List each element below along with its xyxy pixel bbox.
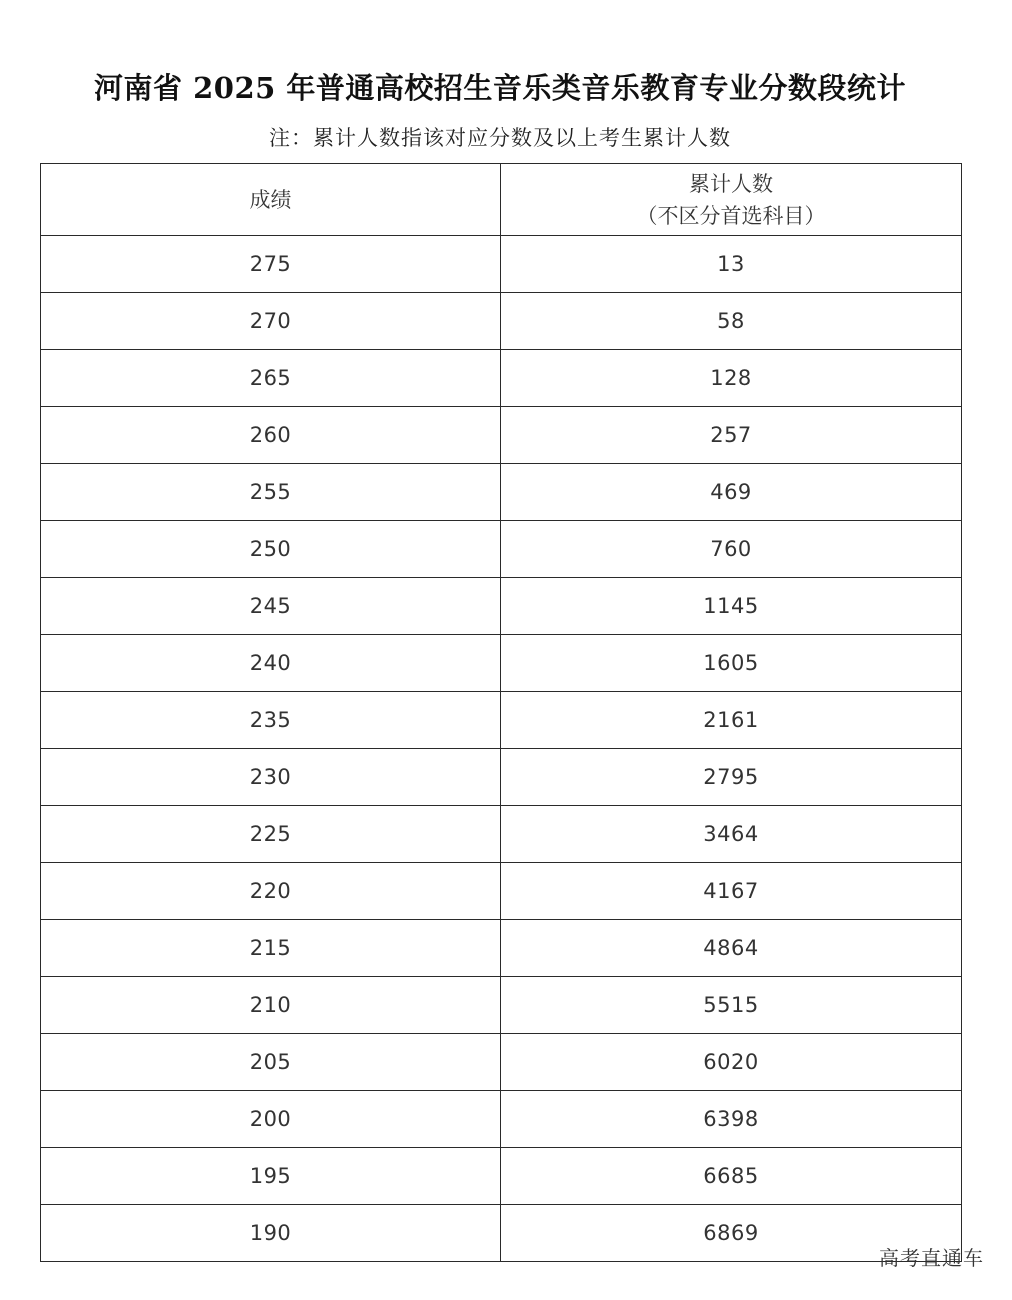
score-cell: 260 (41, 407, 501, 464)
cumulative-count-cell: 760 (501, 521, 962, 578)
table-row (41, 293, 962, 350)
table-row (41, 635, 962, 692)
document-title: 河南省 2025 年普通高校招生音乐类音乐教育专业分数段统计 (94, 71, 906, 105)
score-cell: 220 (41, 863, 501, 920)
cumulative-header-line1: 累计人数 (689, 171, 773, 196)
cumulative-count-cell: 4864 (501, 920, 962, 977)
cumulative-count-cell: 6398 (501, 1091, 962, 1148)
cumulative-count-cell: 6869 (501, 1205, 962, 1262)
table-row (41, 920, 962, 977)
cumulative-count-cell: 58 (501, 293, 962, 350)
table-row (41, 1034, 962, 1091)
score-cell: 195 (41, 1148, 501, 1205)
cumulative-count-column-header (501, 164, 962, 236)
table-row (41, 692, 962, 749)
table-row (41, 1205, 962, 1262)
score-cell: 190 (41, 1205, 501, 1262)
cumulative-count-cell: 4167 (501, 863, 962, 920)
cumulative-count-cell: 2795 (501, 749, 962, 806)
table-header-row (41, 164, 962, 236)
score-cell: 255 (41, 464, 501, 521)
score-cell: 225 (41, 806, 501, 863)
cumulative-count-cell: 3464 (501, 806, 962, 863)
table-row (41, 1091, 962, 1148)
table-row (41, 863, 962, 920)
table-row (41, 806, 962, 863)
score-column-header: 成绩 (41, 164, 501, 236)
cumulative-count-cell: 1145 (501, 578, 962, 635)
score-cell: 205 (41, 1034, 501, 1091)
table-row (41, 977, 962, 1034)
score-cell: 215 (41, 920, 501, 977)
table-row (41, 749, 962, 806)
table-body (41, 236, 962, 1262)
cumulative-header-line2: （不区分首选科目） (636, 203, 826, 228)
cumulative-count-cell: 6020 (501, 1034, 962, 1091)
score-cell: 230 (41, 749, 501, 806)
table-row (41, 578, 962, 635)
watermark-text: 高考直通车 (879, 1246, 984, 1270)
table-row (41, 1148, 962, 1205)
score-cell: 240 (41, 635, 501, 692)
cumulative-count-cell: 1605 (501, 635, 962, 692)
score-cell: 210 (41, 977, 501, 1034)
table-row (41, 236, 962, 293)
score-cell: 270 (41, 293, 501, 350)
table-row (41, 407, 962, 464)
score-cell: 245 (41, 578, 501, 635)
score-cell: 200 (41, 1091, 501, 1148)
score-cell: 250 (41, 521, 501, 578)
table-row (41, 350, 962, 407)
cumulative-count-cell: 5515 (501, 977, 962, 1034)
cumulative-count-cell: 13 (501, 236, 962, 293)
table-row (41, 521, 962, 578)
score-cell: 265 (41, 350, 501, 407)
cumulative-count-cell: 128 (501, 350, 962, 407)
cumulative-count-cell: 257 (501, 407, 962, 464)
table-note: 注：累计人数指该对应分数及以上考生累计人数 (269, 126, 731, 150)
score-cell: 275 (41, 236, 501, 293)
cumulative-count-cell: 6685 (501, 1148, 962, 1205)
score-distribution-table (40, 163, 962, 1262)
score-cell: 235 (41, 692, 501, 749)
table-row (41, 464, 962, 521)
cumulative-count-cell: 469 (501, 464, 962, 521)
cumulative-count-cell: 2161 (501, 692, 962, 749)
